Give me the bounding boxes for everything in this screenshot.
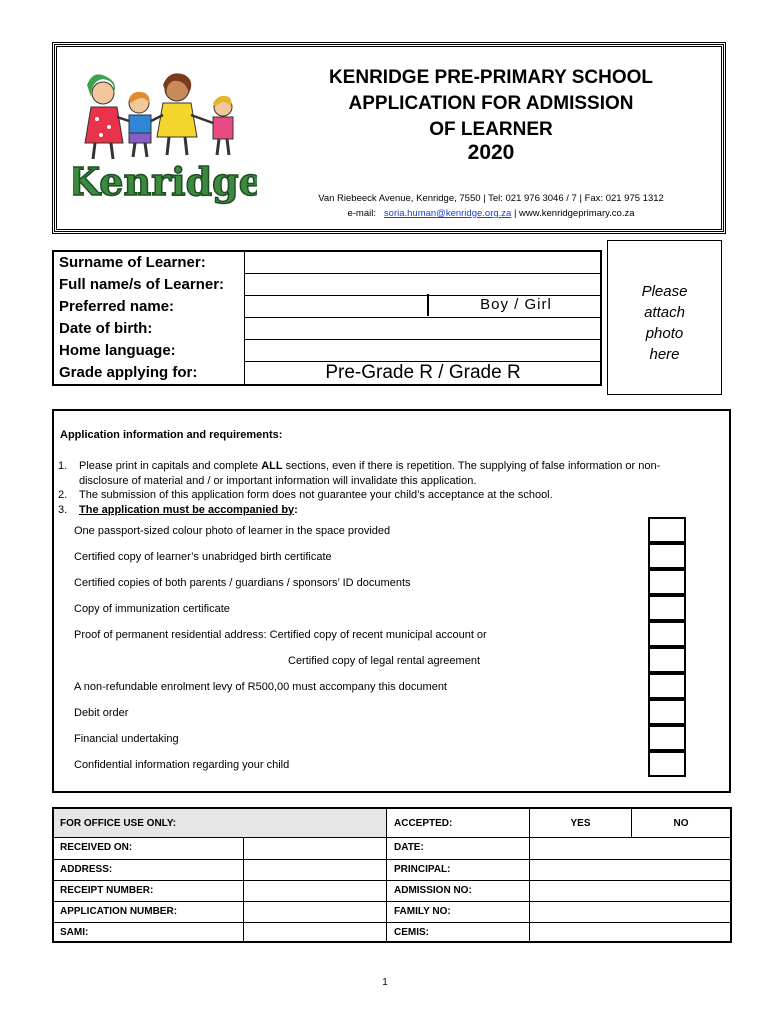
no-option[interactable]: NO [673, 818, 689, 829]
sami-label: SAMI: [60, 927, 89, 938]
language-row [54, 340, 600, 362]
requirements-title: Application information and requirements: [60, 429, 283, 441]
cemis-label: CEMIS: [394, 927, 429, 938]
requirement-checkbox[interactable] [648, 725, 686, 751]
address-line: Van Riebeeck Avenue, Kenridge, 7550 | Tel: 021 976 3046 / 7 | Fax: 021 975 1312 [318, 193, 664, 204]
receipt-number-label: RECEIPT NUMBER: [60, 885, 154, 896]
requirement-checkbox[interactable] [648, 543, 686, 569]
col-divider [529, 809, 530, 943]
list-item: Proof of permanent residential address: Certified copy of recent municipal account or [74, 629, 487, 641]
school-contact [291, 191, 691, 221]
title-line-1: KENRIDGE PRE-PRIMARY SCHOOL [328, 67, 654, 88]
requirements-box [52, 409, 731, 793]
list-item: Debit order [74, 707, 129, 719]
language-label: Home language: [59, 342, 176, 359]
requirement-point-2: 2. The submission of this application form does not guarantee your child’s acceptance at the school. [58, 489, 553, 501]
requirements-list [58, 459, 698, 517]
requirement-point-1: 1. Please print in capitals and complete ALL sections, even if there is repetition. The supplying of false information or non-disclosure of material and / or important information will invalidate this application. [58, 460, 661, 487]
list-item: A non-refundable enrolment levy of R500,00 must accompany this document [74, 681, 447, 693]
grade-options: Pre-Grade R / Grade R [325, 362, 521, 383]
title-line-3: OF LEARNER [429, 119, 553, 140]
address-label: ADDRESS: [60, 864, 113, 875]
requirement-checkbox[interactable] [648, 751, 686, 777]
dob-label: Date of birth: [59, 320, 153, 337]
photo-box[interactable] [607, 240, 722, 395]
list-item: One passport-sized colour photo of learner in the space provided [74, 525, 391, 537]
surname-row [54, 252, 600, 274]
office-use-header: FOR OFFICE USE ONLY: [60, 818, 177, 829]
grade-row [54, 360, 600, 386]
dob-row [54, 318, 600, 340]
list-item: Confidential information regarding your child [74, 759, 290, 771]
email-link[interactable]: soria.human@kenridge.org.za [383, 208, 512, 219]
requirement-checkbox[interactable] [648, 647, 686, 673]
received-on-label: RECEIVED ON: [60, 842, 133, 853]
requirement-point-3: 3. The application must be accompanied by: [58, 503, 298, 516]
page-number: 1 [382, 977, 388, 988]
row-divider [54, 880, 730, 881]
language-field[interactable] [244, 340, 600, 362]
fullname-label: Full name/s of Learner: [59, 276, 225, 293]
list-item: Certified copy of legal rental agreement [288, 655, 480, 667]
office-use-table [52, 807, 732, 943]
grade-label: Grade applying for: [59, 364, 198, 381]
yes-option[interactable]: YES [570, 818, 591, 829]
col-divider [243, 837, 244, 943]
email-label: e-mail: [347, 208, 376, 219]
principal-label: PRINCIPAL: [394, 864, 451, 875]
col-divider [386, 809, 387, 943]
surname-field[interactable] [244, 252, 600, 274]
gender-options[interactable]: Boy / Girl [427, 294, 603, 316]
requirement-checkbox[interactable] [648, 517, 686, 543]
photo-text-4: here [649, 346, 680, 363]
website-text: | www.kenridgeprimary.co.za [513, 208, 635, 219]
date-label: DATE: [394, 842, 424, 853]
fullname-row [54, 274, 600, 296]
page-title [291, 65, 691, 143]
admission-no-label: ADMISSION NO: [394, 885, 472, 896]
row-divider [54, 859, 730, 860]
requirement-checkbox[interactable] [648, 699, 686, 725]
dob-field[interactable] [244, 318, 600, 340]
photo-text-2: attach [644, 304, 685, 321]
photo-text-1: Please [641, 283, 688, 300]
fullname-field[interactable] [244, 274, 600, 296]
list-item: Certified copies of both parents / guardians / sponsors’ ID documents [74, 577, 411, 589]
requirement-checkbox[interactable] [648, 595, 686, 621]
preferred-name-label: Preferred name: [59, 298, 175, 315]
application-number-label: APPLICATION NUMBER: [60, 906, 178, 917]
requirement-checkbox[interactable] [648, 673, 686, 699]
application-year: 2020 [467, 141, 515, 164]
list-item: Financial undertaking [74, 733, 179, 745]
row-divider [54, 901, 730, 902]
row-divider [54, 922, 730, 923]
svg-text:Kenridge: Kenridge [73, 159, 257, 204]
accepted-label: ACCEPTED: [394, 818, 453, 829]
list-item: Certified copy of learner’s unabridged birth certificate [74, 551, 332, 563]
row-divider [54, 837, 730, 838]
grade-field[interactable] [244, 360, 600, 386]
surname-label: Surname of Learner: [59, 254, 206, 271]
title-line-2: APPLICATION FOR ADMISSION [348, 93, 634, 114]
photo-text-3: photo [645, 325, 684, 342]
requirement-checkbox[interactable] [648, 621, 686, 647]
requirement-checkbox[interactable] [648, 569, 686, 595]
family-no-label: FAMILY NO: [394, 906, 451, 917]
list-item: Copy of immunization certificate [74, 603, 230, 615]
header-box [52, 42, 726, 234]
learner-details-table [52, 250, 602, 386]
kenridge-logo [73, 63, 257, 205]
